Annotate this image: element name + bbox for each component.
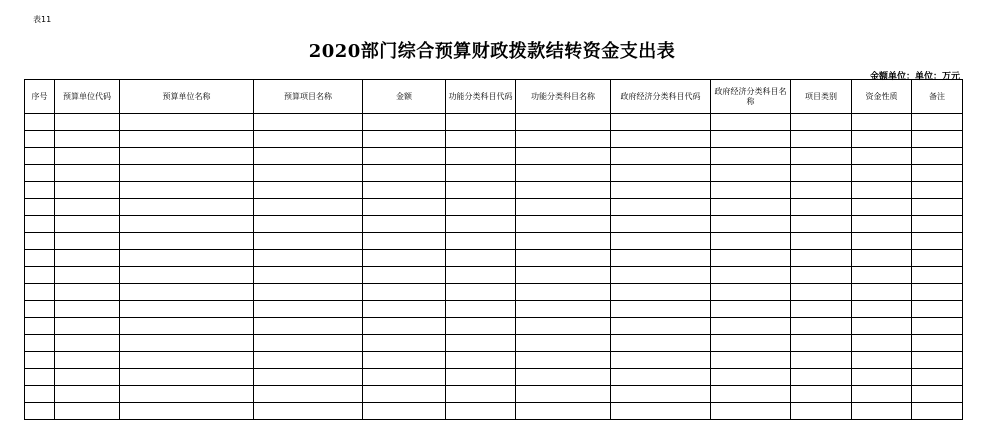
table-cell xyxy=(611,250,711,267)
table-cell xyxy=(912,114,963,131)
table-row xyxy=(25,131,963,148)
table-cell xyxy=(711,352,791,369)
table-cell xyxy=(120,233,254,250)
table-cell xyxy=(711,386,791,403)
table-cell xyxy=(516,148,611,165)
table-cell xyxy=(516,267,611,284)
table-cell xyxy=(852,216,912,233)
table-cell xyxy=(25,403,55,420)
table-row xyxy=(25,148,963,165)
table-cell xyxy=(516,199,611,216)
table-cell xyxy=(254,250,363,267)
table-cell xyxy=(611,403,711,420)
table-cell xyxy=(791,233,852,250)
table-cell xyxy=(852,267,912,284)
table-cell xyxy=(791,165,852,182)
table-cell xyxy=(55,318,120,335)
table-cell xyxy=(912,403,963,420)
table-cell xyxy=(852,165,912,182)
column-header-economic-name: 政府经济分类科目名称 xyxy=(711,80,791,114)
table-cell xyxy=(516,403,611,420)
table-cell xyxy=(516,284,611,301)
table-cell xyxy=(912,131,963,148)
table-row xyxy=(25,369,963,386)
table-cell xyxy=(446,335,516,352)
table-cell xyxy=(254,369,363,386)
column-header-index: 序号 xyxy=(25,80,55,114)
table-cell xyxy=(254,386,363,403)
table-cell xyxy=(55,267,120,284)
table-cell xyxy=(852,369,912,386)
table-cell xyxy=(363,114,446,131)
table-cell xyxy=(852,233,912,250)
table-cell xyxy=(516,165,611,182)
table-cell xyxy=(254,114,363,131)
table-row xyxy=(25,318,963,335)
table-cell xyxy=(852,352,912,369)
table-cell xyxy=(446,369,516,386)
table-cell xyxy=(446,199,516,216)
table-cell xyxy=(611,386,711,403)
table-cell xyxy=(363,284,446,301)
table-cell xyxy=(25,148,55,165)
table-number: 表11 xyxy=(33,15,52,24)
table-cell xyxy=(363,165,446,182)
table-cell xyxy=(363,301,446,318)
table-cell xyxy=(446,114,516,131)
table-row xyxy=(25,352,963,369)
table-cell xyxy=(852,386,912,403)
column-header-remarks: 备注 xyxy=(912,80,963,114)
table-cell xyxy=(611,165,711,182)
table-cell xyxy=(516,352,611,369)
table-cell xyxy=(25,267,55,284)
table-cell xyxy=(791,386,852,403)
column-header-project-category: 项目类别 xyxy=(791,80,852,114)
table-cell xyxy=(55,386,120,403)
table-cell xyxy=(791,301,852,318)
table-cell xyxy=(711,301,791,318)
table-cell xyxy=(446,284,516,301)
table-cell xyxy=(611,148,711,165)
table-cell xyxy=(120,352,254,369)
table-cell xyxy=(446,165,516,182)
table-cell xyxy=(912,267,963,284)
table-row xyxy=(25,182,963,199)
table-cell xyxy=(55,233,120,250)
table-cell xyxy=(611,131,711,148)
table-cell xyxy=(912,369,963,386)
table-cell xyxy=(446,318,516,335)
table-cell xyxy=(711,148,791,165)
table-cell xyxy=(912,250,963,267)
table-cell xyxy=(254,301,363,318)
table-cell xyxy=(254,335,363,352)
table-cell xyxy=(25,335,55,352)
column-header-economic-code: 政府经济分类科目代码 xyxy=(611,80,711,114)
table-cell xyxy=(55,369,120,386)
table-cell xyxy=(852,131,912,148)
table-cell xyxy=(120,165,254,182)
table-cell xyxy=(791,318,852,335)
table-cell xyxy=(912,182,963,199)
table-cell xyxy=(791,284,852,301)
table-cell xyxy=(363,386,446,403)
table-cell xyxy=(25,114,55,131)
table-cell xyxy=(446,148,516,165)
table-cell xyxy=(55,335,120,352)
table-cell xyxy=(120,114,254,131)
table-cell xyxy=(55,403,120,420)
table-cell xyxy=(120,284,254,301)
table-cell xyxy=(55,199,120,216)
table-cell xyxy=(55,216,120,233)
table-cell xyxy=(912,284,963,301)
table-cell xyxy=(912,318,963,335)
table-cell xyxy=(711,165,791,182)
table-cell xyxy=(516,131,611,148)
column-header-function-name: 功能分类科目名称 xyxy=(516,80,611,114)
table-cell xyxy=(611,284,711,301)
table-cell xyxy=(711,233,791,250)
table-cell xyxy=(25,386,55,403)
table-cell xyxy=(25,352,55,369)
column-header-unit-code: 预算单位代码 xyxy=(55,80,120,114)
table-cell xyxy=(711,335,791,352)
table-cell xyxy=(254,199,363,216)
table-cell xyxy=(55,182,120,199)
table-cell xyxy=(711,369,791,386)
table-cell xyxy=(254,216,363,233)
table-cell xyxy=(254,233,363,250)
table-cell xyxy=(711,403,791,420)
table-cell xyxy=(791,131,852,148)
table-cell xyxy=(516,250,611,267)
table-cell xyxy=(791,335,852,352)
table-cell xyxy=(120,267,254,284)
unit-note: 金额单位：单位：万元 xyxy=(869,72,960,82)
table-cell xyxy=(254,267,363,284)
table-cell xyxy=(25,233,55,250)
table-cell xyxy=(55,352,120,369)
table-cell xyxy=(25,301,55,318)
table-row xyxy=(25,114,963,131)
table-cell xyxy=(446,250,516,267)
table-cell xyxy=(254,352,363,369)
table-cell xyxy=(446,403,516,420)
table-cell xyxy=(254,182,363,199)
table-cell xyxy=(55,250,120,267)
table-cell xyxy=(254,148,363,165)
table-cell xyxy=(791,216,852,233)
table-cell xyxy=(611,352,711,369)
table-cell xyxy=(516,369,611,386)
table-row xyxy=(25,267,963,284)
table-cell xyxy=(120,199,254,216)
table-cell xyxy=(516,216,611,233)
table-cell xyxy=(611,114,711,131)
table-cell xyxy=(611,369,711,386)
table-cell xyxy=(25,165,55,182)
table-cell xyxy=(363,182,446,199)
table-cell xyxy=(711,114,791,131)
table-cell xyxy=(120,369,254,386)
table-cell xyxy=(852,182,912,199)
table-cell xyxy=(912,216,963,233)
table-cell xyxy=(611,267,711,284)
table-cell xyxy=(852,301,912,318)
table-cell xyxy=(516,182,611,199)
table-cell xyxy=(852,318,912,335)
table-cell xyxy=(711,250,791,267)
table-row xyxy=(25,216,963,233)
table-cell xyxy=(363,352,446,369)
table-cell xyxy=(363,199,446,216)
table-cell xyxy=(852,335,912,352)
table-cell xyxy=(611,199,711,216)
table-cell xyxy=(25,318,55,335)
table-cell xyxy=(711,216,791,233)
table-cell xyxy=(55,131,120,148)
table-cell xyxy=(120,250,254,267)
table-cell xyxy=(852,114,912,131)
table-cell xyxy=(516,318,611,335)
table-cell xyxy=(120,301,254,318)
table-cell xyxy=(120,131,254,148)
table-cell xyxy=(254,318,363,335)
table-cell xyxy=(611,335,711,352)
table-cell xyxy=(363,267,446,284)
table-cell xyxy=(791,250,852,267)
table-cell xyxy=(446,386,516,403)
table-cell xyxy=(25,250,55,267)
table-cell xyxy=(363,335,446,352)
table-cell xyxy=(446,131,516,148)
table-cell xyxy=(363,250,446,267)
table-row xyxy=(25,250,963,267)
table-row xyxy=(25,233,963,250)
table-cell xyxy=(791,148,852,165)
table-cell xyxy=(852,284,912,301)
table-body xyxy=(25,114,963,420)
table-cell xyxy=(912,301,963,318)
table-cell xyxy=(852,250,912,267)
table-cell xyxy=(516,301,611,318)
table-cell xyxy=(791,369,852,386)
table-cell xyxy=(363,403,446,420)
table-cell xyxy=(363,216,446,233)
table-cell xyxy=(446,352,516,369)
table-cell xyxy=(446,233,516,250)
table-cell xyxy=(611,233,711,250)
table-cell xyxy=(25,199,55,216)
table-cell xyxy=(912,386,963,403)
table-cell xyxy=(611,318,711,335)
table-cell xyxy=(611,182,711,199)
table-cell xyxy=(711,182,791,199)
column-header-amount: 金额 xyxy=(363,80,446,114)
table-cell xyxy=(516,386,611,403)
table-cell xyxy=(711,199,791,216)
table-cell xyxy=(912,199,963,216)
table-cell xyxy=(446,267,516,284)
table-cell xyxy=(446,216,516,233)
table-cell xyxy=(446,182,516,199)
page-title: 2020部门综合预算财政拨款结转资金支出表 xyxy=(308,41,676,62)
table-row xyxy=(25,301,963,318)
table-cell xyxy=(254,131,363,148)
column-header-function-code: 功能分类科目代码 xyxy=(446,80,516,114)
table-cell xyxy=(25,182,55,199)
table-cell xyxy=(120,403,254,420)
table-cell xyxy=(711,267,791,284)
table-row xyxy=(25,335,963,352)
table-cell xyxy=(611,216,711,233)
table-row xyxy=(25,165,963,182)
table-cell xyxy=(55,284,120,301)
table-cell xyxy=(120,148,254,165)
table-cell xyxy=(120,386,254,403)
table-cell xyxy=(912,233,963,250)
table-cell xyxy=(852,403,912,420)
table-cell xyxy=(254,165,363,182)
column-header-fund-nature: 资金性质 xyxy=(852,80,912,114)
column-header-unit-name: 预算单位名称 xyxy=(120,80,254,114)
table-row xyxy=(25,199,963,216)
header-row xyxy=(25,80,963,114)
table-cell xyxy=(516,114,611,131)
table-cell xyxy=(791,352,852,369)
table-cell xyxy=(120,216,254,233)
expenditure-table xyxy=(24,79,963,420)
table-cell xyxy=(120,335,254,352)
table-cell xyxy=(791,182,852,199)
table-cell xyxy=(912,148,963,165)
table-cell xyxy=(363,148,446,165)
table-row xyxy=(25,386,963,403)
table-cell xyxy=(912,165,963,182)
table-cell xyxy=(791,403,852,420)
table-cell xyxy=(363,369,446,386)
table-row xyxy=(25,284,963,301)
table-cell xyxy=(516,335,611,352)
table-cell xyxy=(254,284,363,301)
column-header-project-name: 预算项目名称 xyxy=(254,80,363,114)
table-cell xyxy=(254,403,363,420)
table-cell xyxy=(711,318,791,335)
table-cell xyxy=(791,267,852,284)
table-cell xyxy=(55,301,120,318)
table-row xyxy=(25,403,963,420)
table-cell xyxy=(363,131,446,148)
table-cell xyxy=(852,148,912,165)
table-cell xyxy=(446,301,516,318)
table-cell xyxy=(120,318,254,335)
table-cell xyxy=(852,199,912,216)
table-cell xyxy=(611,301,711,318)
table-cell xyxy=(912,335,963,352)
table-cell xyxy=(791,114,852,131)
table-cell xyxy=(363,233,446,250)
table-cell xyxy=(711,284,791,301)
table-cell xyxy=(791,199,852,216)
table-cell xyxy=(516,233,611,250)
table-cell xyxy=(25,216,55,233)
table-cell xyxy=(363,318,446,335)
table-cell xyxy=(120,182,254,199)
table-cell xyxy=(25,131,55,148)
table-cell xyxy=(912,352,963,369)
table-cell xyxy=(55,165,120,182)
table-cell xyxy=(711,131,791,148)
table-cell xyxy=(55,114,120,131)
table-cell xyxy=(25,369,55,386)
table-cell xyxy=(55,148,120,165)
table-cell xyxy=(25,284,55,301)
